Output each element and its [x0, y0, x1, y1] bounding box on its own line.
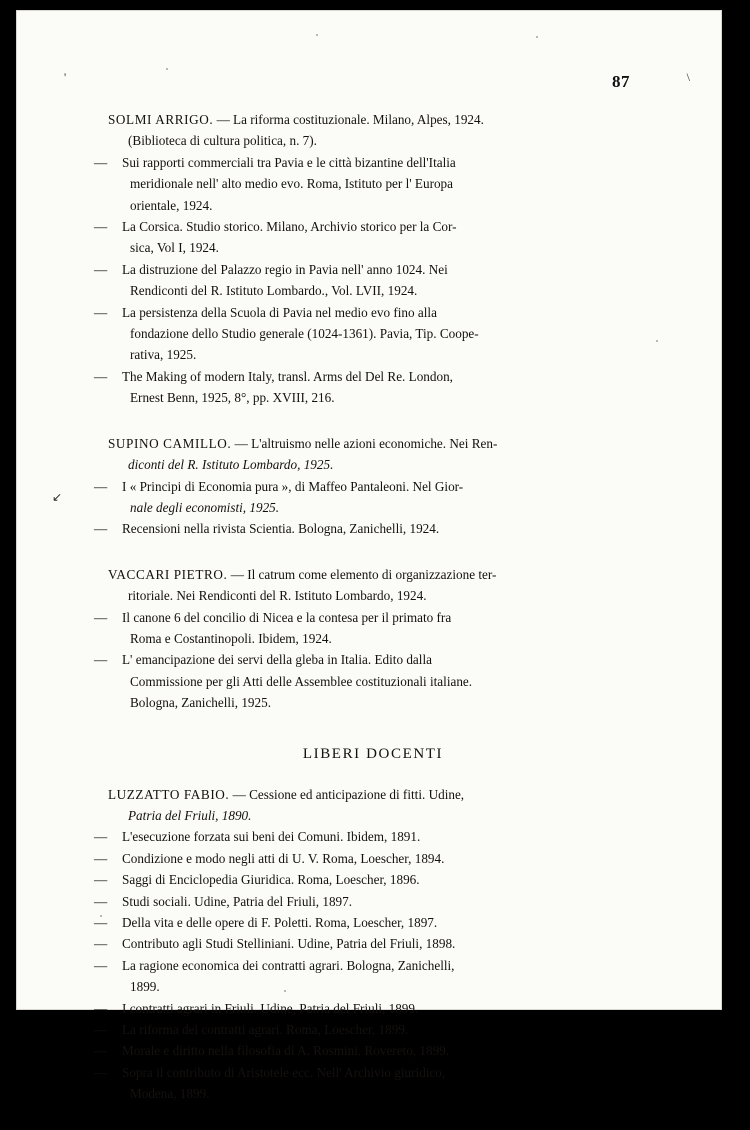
sub-entry-continuation: Roma e Costantinopoli. Ibidem, 1924.	[130, 630, 332, 646]
sub-entry-continuation: Ernest Benn, 1925, 8°, pp. XVIII, 216.	[130, 390, 335, 406]
dash-marker: —	[94, 1022, 108, 1038]
sub-entry-continuation: Bologna, Zanichelli, 1925.	[130, 695, 272, 711]
scan-mark-margin: ↙	[52, 490, 63, 504]
entry-heading	[108, 110, 638, 129]
dash-marker: —	[94, 261, 108, 277]
dash-marker: —	[94, 1064, 108, 1080]
dash-marker: —	[94, 609, 108, 625]
entry-title: — Il catrum come elemento di organizzazione ter-	[230, 566, 497, 582]
sub-entry-text: La riforma dei contratti agrari. Roma, Loescher, 1899.	[122, 1022, 409, 1038]
dash-marker: —	[94, 652, 108, 668]
dash-marker: —	[94, 936, 108, 952]
dash-marker: —	[94, 521, 108, 537]
sub-entry-text: Contributo agli Studi Stelliniani. Udine, Patria del Friuli, 1898.	[122, 936, 456, 952]
sub-entry	[94, 608, 638, 627]
dash-marker: —	[94, 304, 108, 320]
sub-entry-text: La distruzione del Palazzo regio in Pavia nell' anno 1024. Nei	[122, 261, 448, 277]
speck	[656, 340, 658, 342]
dash-marker: —	[94, 1000, 108, 1016]
entry-title: — L'altruismo nelle azioni economiche. Nei Ren-	[234, 435, 498, 451]
sub-entry-text: Della vita e delle opere di F. Poletti. Roma, Loescher, 1897.	[122, 915, 438, 931]
sub-entry	[94, 153, 638, 172]
entry-continuation: diconti del R. Istituto Lombardo, 1925.	[128, 457, 334, 473]
dash-marker: —	[94, 219, 108, 235]
sub-entry-text: Recensioni nella rivista Scientia. Bologna, Zanichelli, 1924.	[122, 521, 440, 537]
sub-entry-text: I « Principi di Economia pura », di Maffeo Pantaleoni. Nel Gior-	[122, 478, 464, 494]
sub-entry-text: La persistenza della Scuola di Pavia nel medio evo fino alla	[122, 304, 437, 320]
entry-author: LUZZATTO FABIO.	[108, 786, 230, 802]
sub-entry-text: La ragione economica dei contratti agrari. Bologna, Zanichelli,	[122, 957, 455, 973]
sub-entry-continuation: nale degli economisti, 1925.	[130, 499, 280, 515]
entry-heading	[108, 785, 638, 804]
sub-entry	[94, 650, 638, 669]
sub-entry-text: Il canone 6 del concilio di Nicea e la contesa per il primato fra	[122, 609, 452, 625]
sub-entry	[94, 1041, 638, 1060]
sub-entry-text: L'esecuzione forzata sui beni dei Comuni. Ibidem, 1891.	[122, 829, 421, 845]
sub-entry-continuation: Commissione per gli Atti delle Assemblee costituzionali italiane.	[130, 673, 473, 689]
sub-entry	[94, 260, 638, 279]
sub-entry-text: Sui rapporti commerciali tra Pavia e le città bizantine dell'Italia	[122, 154, 456, 170]
sub-entry	[94, 956, 638, 975]
sub-entry	[94, 934, 638, 953]
scan-mark-left: '	[64, 70, 67, 84]
sub-entry-text: Studi sociali. Udine, Patria del Friuli, 1897.	[122, 893, 353, 909]
page-number: 87	[612, 72, 630, 91]
sub-entry	[94, 913, 638, 932]
sub-entry	[94, 303, 638, 322]
sub-entry-text: Sopra il contributo di Aristotele ecc. Nell' Archivio giuridico,	[122, 1064, 446, 1080]
entry-heading	[108, 565, 638, 584]
speck	[536, 36, 538, 38]
sub-entry-continuation: 1899.	[130, 979, 160, 995]
scan-mark-right: \	[686, 70, 690, 84]
sub-entry-continuation: Modena, 1899.	[130, 1086, 210, 1102]
sub-entry-text: Morale e diritto nella filosofia di A. Rosmini. Rovereto, 1899.	[122, 1043, 450, 1059]
entry-continuation: Patria del Friuli, 1890.	[128, 808, 252, 824]
section-title: LIBERI DOCENTI	[302, 745, 444, 762]
dash-marker: —	[94, 893, 108, 909]
sub-entry-text: Saggi di Enciclopedia Giuridica. Roma, Loescher, 1896.	[122, 872, 420, 888]
dash-marker: —	[94, 872, 108, 888]
bibliography-entry	[94, 565, 638, 713]
entry-author: VACCARI PIETRO.	[108, 566, 228, 582]
sub-entry	[94, 849, 638, 868]
dash-marker: —	[94, 368, 108, 384]
speck	[166, 68, 168, 70]
dash-marker: —	[94, 478, 108, 494]
paper-sheet	[16, 10, 722, 1102]
sub-entry	[94, 367, 638, 386]
sub-entry	[94, 892, 638, 911]
sub-entry	[94, 1020, 638, 1039]
sub-entry	[94, 870, 638, 889]
dash-marker: —	[94, 957, 108, 973]
sub-entry-continuation: Rendiconti del R. Istituto Lombardo., Vol. LVII, 1924.	[130, 283, 418, 299]
dash-marker: —	[94, 915, 108, 931]
sub-entry	[94, 1063, 638, 1082]
entry-author: SOLMI ARRIGO.	[108, 112, 214, 127]
bibliography-entry	[94, 434, 638, 539]
entry-continuation: (Biblioteca di cultura politica, n. 7).	[128, 133, 317, 149]
sub-entry	[94, 217, 638, 236]
sub-entry-continuation: rativa, 1925.	[130, 347, 197, 363]
bibliography-content	[94, 110, 638, 1130]
entry-author: SUPINO CAMILLO.	[108, 435, 232, 451]
entry-continuation: ritoriale. Nei Rendiconti del R. Istituto Lombardo, 1924.	[128, 588, 427, 604]
sub-entry-text: L' emancipazione dei servi della gleba in Italia. Edito dalla	[122, 652, 432, 668]
speck	[316, 34, 318, 36]
sub-entry-text: The Making of modern Italy, transl. Arms del Del Re. London,	[122, 368, 453, 384]
sub-entry	[94, 477, 638, 496]
bibliography-entry	[94, 110, 638, 408]
scan-edge	[734, 0, 750, 1024]
entry-heading	[108, 434, 638, 453]
sub-entry	[94, 827, 638, 846]
entry-title: — Cessione ed anticipazione di fitti. Udine,	[232, 786, 465, 802]
dash-marker: —	[94, 1043, 108, 1059]
sub-entry-text: I contratti agrari in Friuli. Udine, Patria del Friuli, 1899.	[122, 1000, 419, 1016]
dash-marker: —	[94, 850, 108, 866]
sub-entry-continuation: fondazione dello Studio generale (1024-1361). Pavia, Tip. Coope-	[130, 326, 479, 342]
dash-marker: —	[94, 154, 108, 170]
sub-entry-continuation: sica, Vol I, 1924.	[130, 240, 219, 256]
sub-entry-text: La Corsica. Studio storico. Milano, Archivio storico per la Cor-	[122, 219, 457, 235]
sub-entry	[94, 999, 638, 1018]
sub-entry-continuation: orientale, 1924.	[130, 197, 213, 213]
bibliography-entry	[94, 785, 638, 1104]
sub-entry-continuation: meridionale nell' alto medio evo. Roma, Istituto per l' Europa	[130, 176, 454, 192]
sub-entry	[94, 519, 638, 538]
entry-title: — La riforma costituzionale. Milano, Alpes, 1924.	[216, 112, 484, 127]
sub-entry-text: Condizione e modo negli atti di U. V. Roma, Loescher, 1894.	[122, 850, 445, 866]
dash-marker: —	[94, 829, 108, 845]
